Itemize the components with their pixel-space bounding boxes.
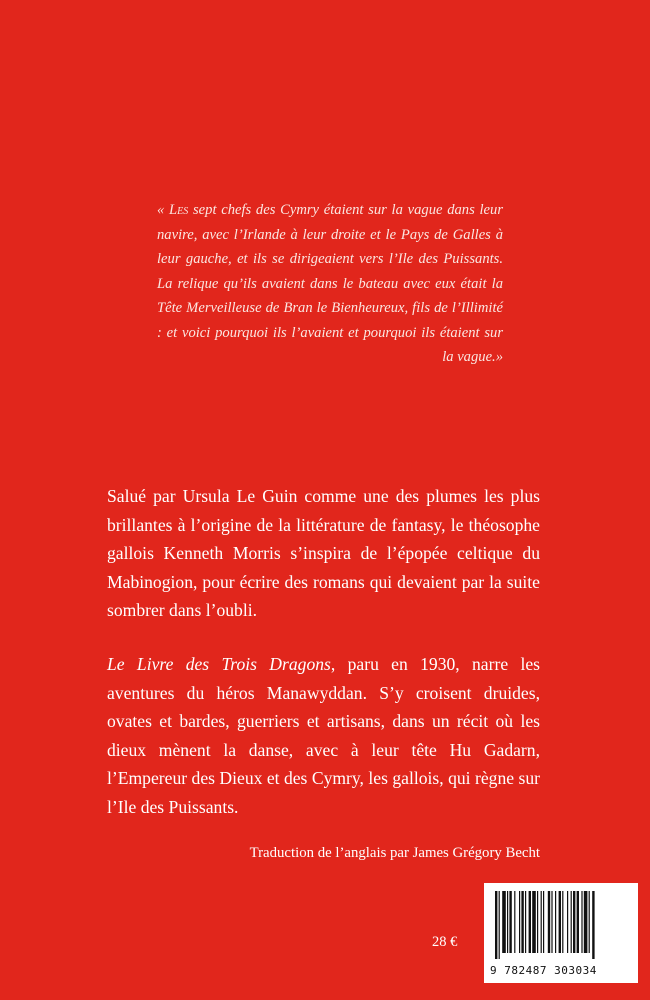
barcode-bar — [519, 891, 520, 953]
barcode-bar — [584, 891, 588, 953]
barcode-bar — [555, 891, 556, 953]
barcode-bar — [514, 891, 515, 953]
quote-open-mark: « — [157, 202, 170, 218]
barcode-bar — [592, 891, 594, 959]
barcode-bar — [581, 891, 582, 953]
barcode-bar — [525, 891, 526, 953]
barcode-bar — [502, 891, 506, 953]
barcode-bar — [529, 891, 531, 953]
book-title: Le Livre des Trois Dragons — [107, 653, 331, 674]
barcode-bar — [507, 891, 508, 953]
epigraph-quote — [157, 198, 503, 370]
blurb-paragraph-1: Salué par Ursula Le Guin comme une des plumes les plus brillantes à l’origine de la littérature de fantasy, le théosophe gallois Kenneth Morris s’inspira de l’épopée celtique du Mabinogion, pour écrire des romans qui devaient par la suite sombrer dans l’oubli. — [107, 486, 540, 621]
barcode-bar — [551, 891, 552, 953]
blurb-paragraph-2 — [107, 650, 540, 822]
barcode-bar — [548, 891, 550, 953]
barcode-bar — [562, 891, 563, 953]
barcode-bar — [577, 891, 579, 953]
barcode-bar — [573, 891, 575, 953]
barcode-bar — [543, 891, 544, 953]
barcode-bar — [567, 891, 568, 953]
barcode-bar — [509, 891, 511, 953]
barcode-bar — [541, 891, 542, 953]
blurb-paragraph-2-text: , paru en 1930, narre les aventures du héros Manawyddan. S’y croisent druides, ovates et bardes, guerriers et artisans, dans un récit où les dieux mènent la danse, avec à leur tête Hu Gadarn, l’Empereur des Dieux et des Cymry, les gallois, qui règne sur l’Ile des Puissants. — [107, 653, 540, 817]
barcode-bar — [521, 891, 523, 953]
barcode-bar — [559, 891, 561, 953]
quote-smallcaps-word: Les — [169, 202, 189, 218]
back-cover-blurb — [107, 482, 540, 847]
barcode-bar — [499, 891, 500, 959]
barcode-bar — [589, 891, 590, 953]
isbn-barcode — [484, 883, 638, 983]
barcode-bar — [537, 891, 538, 953]
price-label: 28 € — [432, 934, 458, 950]
isbn-number: 9 782487 303034 — [490, 964, 597, 977]
barcode-bars — [495, 891, 627, 959]
quote-text: sept chefs des Cymry étaient sur la vague dans leur navire, avec l’Irlande à leur droite et le Pays de Galles à leur gauche, et ils se dirigeaient vers l’Ile des Puissants. La relique qu’ils avaient dans le bateau avec eux était la Tête Merveilleuse de Bran le Bienheureux, fils de l’Illimité : et voici pourquoi ils l’avaient et pourquoi ils étaient sur la vague.» — [157, 202, 504, 365]
translator-credit: Traduction de l’anglais par James Grégory Becht — [249, 845, 540, 861]
barcode-bar — [532, 891, 536, 953]
barcode-bar — [495, 891, 497, 959]
barcode-bar — [571, 891, 572, 953]
